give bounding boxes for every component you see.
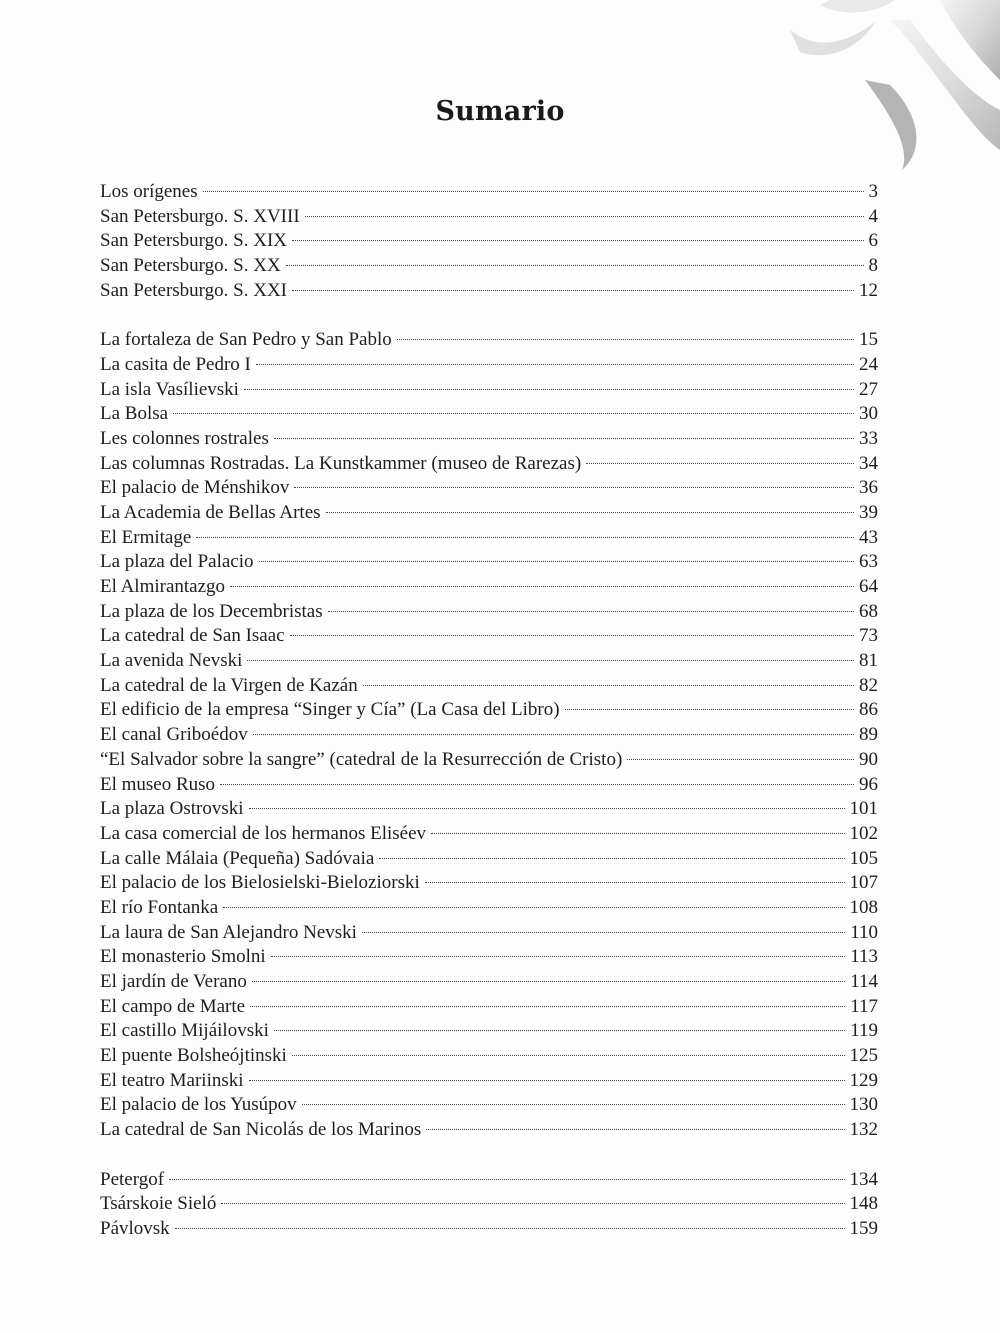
- dot-leader: [169, 1179, 844, 1180]
- toc-entry-page: 117: [850, 995, 878, 1017]
- toc-entry: [100, 575, 878, 600]
- toc-entry-title: La Academia de Bellas Artes: [100, 501, 321, 523]
- toc-entry: [100, 871, 878, 896]
- toc-entry: [100, 427, 878, 452]
- toc-entry: [100, 1093, 878, 1118]
- toc-entry-page: 110: [850, 921, 878, 943]
- toc-entry-title: Los orígenes: [100, 181, 198, 202]
- toc-entry-title: La laura de San Alejandro Nevski: [100, 921, 357, 943]
- toc-entry-title: El río Fontanka: [100, 896, 219, 918]
- toc-entry: [100, 945, 878, 970]
- toc-entry: [100, 1192, 878, 1217]
- toc-entry-page: 68: [859, 600, 878, 622]
- toc-entry: [100, 1168, 878, 1193]
- toc-entry-page: 119: [850, 1020, 878, 1042]
- toc-entry-title: La plaza de los Decembristas: [100, 600, 323, 622]
- dot-leader: [274, 1030, 845, 1031]
- toc-entry-page: 3: [868, 181, 878, 202]
- toc-entry: [100, 229, 878, 254]
- toc-entry-title: Las columnas Rostradas. La Kunstkammer (museo de Rarezas): [100, 452, 582, 474]
- toc-entry-page: 90: [859, 748, 878, 770]
- toc-entry-title: La fortaleza de San Pedro y San Pablo: [100, 329, 392, 351]
- toc-entry: [100, 476, 878, 501]
- dot-leader: [244, 389, 854, 390]
- dot-leader: [196, 537, 854, 538]
- dot-leader: [302, 1104, 845, 1105]
- table-of-contents: [100, 180, 878, 1242]
- toc-entry-page: 33: [859, 427, 878, 449]
- toc-entry-title: La avenida Nevski: [100, 650, 243, 672]
- toc-entry-title: La catedral de la Virgen de Kazán: [100, 674, 358, 696]
- toc-entry-title: El castillo Mijáilovski: [100, 1020, 269, 1042]
- toc-entry: [100, 773, 878, 798]
- toc-entry: [100, 328, 878, 353]
- dot-leader: [220, 784, 854, 785]
- toc-entry: [100, 649, 878, 674]
- toc-entry-title: Les colonnes rostrales: [100, 427, 269, 449]
- toc-entry-page: 82: [859, 674, 878, 696]
- toc-entry-title: El Ermitage: [100, 526, 192, 548]
- toc-entry-page: 86: [859, 699, 878, 721]
- toc-entry: [100, 674, 878, 699]
- toc-entry-page: 73: [859, 625, 878, 647]
- toc-entry-page: 12: [859, 279, 878, 301]
- toc-entry-page: 148: [849, 1193, 878, 1215]
- toc-entry: [100, 896, 878, 921]
- toc-entry-page: 113: [850, 946, 878, 968]
- toc-entry: [100, 698, 878, 723]
- dot-leader: [286, 265, 864, 266]
- toc-entry-page: 34: [859, 452, 878, 474]
- toc-entry-page: 15: [859, 329, 878, 351]
- toc-entry-title: El edificio de la empresa “Singer y Cía” (La Casa del Libro): [100, 699, 560, 721]
- toc-entry-title: El campo de Marte: [100, 995, 246, 1017]
- dot-leader: [252, 981, 845, 982]
- toc-entry: [100, 402, 878, 427]
- toc-entry-title: Pávlovsk: [100, 1217, 170, 1239]
- toc-entry-title: La calle Málaia (Pequeña) Sadóvaia: [100, 847, 375, 869]
- toc-entry: [100, 526, 878, 551]
- toc-group: [100, 180, 878, 303]
- toc-entry: [100, 1217, 878, 1242]
- dot-leader: [203, 191, 864, 192]
- dot-leader: [627, 759, 854, 760]
- toc-entry-page: 96: [859, 773, 878, 795]
- toc-entry: [100, 970, 878, 995]
- toc-entry-title: Tsárskoie Sieló: [100, 1193, 217, 1215]
- toc-entry-title: El palacio de Ménshikov: [100, 477, 290, 499]
- toc-entry-title: San Petersburgo. S. XIX: [100, 230, 288, 252]
- toc-entry-page: 36: [859, 477, 878, 499]
- dot-leader: [328, 611, 854, 612]
- dot-leader: [431, 833, 844, 834]
- dot-leader: [175, 1228, 845, 1229]
- toc-entry-title: La casita de Pedro I: [100, 353, 251, 375]
- toc-entry-page: 39: [859, 501, 878, 523]
- toc-entry: [100, 254, 878, 279]
- dot-leader: [221, 1203, 844, 1204]
- dot-leader: [565, 709, 854, 710]
- toc-entry-title: La plaza del Palacio: [100, 551, 254, 573]
- toc-entry-page: 108: [849, 896, 878, 918]
- toc-entry-title: “El Salvador sobre la sangre” (catedral de la Resurrección de Cristo): [100, 748, 623, 770]
- toc-entry: [100, 353, 878, 378]
- toc-entry-title: La catedral de San Nicolás de los Marinos: [100, 1119, 422, 1141]
- dot-leader: [290, 635, 854, 636]
- dot-leader: [256, 364, 854, 365]
- toc-entry-page: 30: [859, 403, 878, 425]
- toc-entry: [100, 723, 878, 748]
- toc-entry-title: La isla Vasílievski: [100, 378, 239, 400]
- toc-entry: [100, 378, 878, 403]
- toc-entry-page: 114: [850, 971, 878, 992]
- toc-entry-page: 24: [859, 353, 878, 375]
- dot-leader: [173, 413, 854, 414]
- toc-entry-page: 81: [859, 650, 878, 672]
- toc-entry: [100, 847, 878, 872]
- toc-entry: [100, 550, 878, 575]
- toc-entry-page: 105: [849, 847, 878, 869]
- toc-entry: [100, 797, 878, 822]
- toc-entry-title: San Petersburgo. S. XVIII: [100, 205, 300, 227]
- toc-entry-title: El monasterio Smolni: [100, 946, 266, 968]
- toc-entry-page: 159: [849, 1217, 878, 1239]
- dot-leader: [294, 487, 854, 488]
- toc-entry: [100, 600, 878, 625]
- toc-entry-page: 4: [868, 205, 878, 227]
- toc-entry-title: El jardín de Verano: [100, 971, 247, 992]
- dot-leader: [305, 216, 864, 217]
- dot-leader: [426, 1129, 844, 1130]
- toc-entry-title: El canal Griboédov: [100, 724, 248, 746]
- toc-group: [100, 1168, 878, 1242]
- toc-entry-title: San Petersburgo. S. XXI: [100, 279, 288, 301]
- toc-entry-page: 132: [849, 1119, 878, 1141]
- dot-leader: [223, 907, 844, 908]
- toc-entry-page: 134: [849, 1168, 878, 1190]
- dot-leader: [274, 438, 854, 439]
- toc-entry: [100, 748, 878, 773]
- toc-entry-title: La plaza Ostrovski: [100, 798, 244, 820]
- toc-entry-page: 130: [849, 1094, 878, 1116]
- toc-entry-title: Petergof: [100, 1168, 165, 1190]
- dot-leader: [259, 561, 854, 562]
- toc-entry-page: 64: [859, 576, 878, 597]
- toc-entry-title: La Bolsa: [100, 403, 169, 425]
- toc-entry-page: 6: [868, 230, 878, 252]
- toc-entry: [100, 822, 878, 847]
- toc-entry-title: El palacio de los Bielosielski-Bieloziorski: [100, 872, 420, 894]
- toc-entry-title: El museo Ruso: [100, 773, 216, 795]
- dot-leader: [271, 956, 845, 957]
- toc-entry-page: 8: [868, 255, 878, 277]
- toc-entry-page: 129: [849, 1069, 878, 1091]
- dot-leader: [292, 290, 854, 291]
- toc-entry-page: 102: [849, 822, 878, 844]
- toc-entry: [100, 452, 878, 477]
- dot-leader: [425, 882, 845, 883]
- toc-entry-title: El palacio de los Yusúpov: [100, 1094, 297, 1116]
- toc-entry: [100, 1118, 878, 1143]
- toc-entry-title: San Petersburgo. S. XX: [100, 255, 281, 277]
- dot-leader: [586, 463, 854, 464]
- toc-entry: [100, 501, 878, 526]
- toc-entry: [100, 1069, 878, 1094]
- toc-entry-title: El teatro Mariinski: [100, 1069, 244, 1091]
- toc-entry-title: La catedral de San Isaac: [100, 625, 285, 647]
- toc-entry: [100, 279, 878, 304]
- corner-ornament: [640, 0, 1000, 180]
- toc-entry-title: El puente Bolsheójtinski: [100, 1045, 287, 1067]
- dot-leader: [247, 660, 854, 661]
- dot-leader: [249, 1080, 845, 1081]
- dot-leader: [397, 339, 854, 340]
- toc-entry: [100, 1019, 878, 1044]
- toc-entry: [100, 1044, 878, 1069]
- dot-leader: [362, 932, 845, 933]
- dot-leader: [326, 512, 854, 513]
- dot-leader: [379, 858, 844, 859]
- toc-entry-page: 43: [859, 526, 878, 548]
- dot-leader: [249, 808, 845, 809]
- dot-leader: [230, 586, 854, 587]
- dot-leader: [292, 240, 863, 241]
- toc-entry: [100, 921, 878, 946]
- toc-entry: [100, 624, 878, 649]
- dot-leader: [292, 1055, 845, 1056]
- dot-leader: [253, 734, 854, 735]
- toc-entry-page: 27: [859, 378, 878, 400]
- toc-entry-page: 89: [859, 724, 878, 746]
- toc-group: [100, 328, 878, 1143]
- toc-entry-page: 63: [859, 551, 878, 573]
- toc-entry-page: 125: [849, 1045, 878, 1067]
- page-title: Sumario: [435, 96, 565, 127]
- toc-entry-title: La casa comercial de los hermanos Eliséev: [100, 822, 427, 844]
- toc-entry: [100, 205, 878, 230]
- dot-leader: [363, 685, 854, 686]
- toc-entry-title: El Almirantazgo: [100, 576, 226, 597]
- toc-entry-page: 107: [849, 872, 878, 894]
- dot-leader: [250, 1006, 845, 1007]
- toc-entry-page: 101: [849, 798, 878, 820]
- toc-entry: [100, 995, 878, 1020]
- toc-entry: [100, 180, 878, 205]
